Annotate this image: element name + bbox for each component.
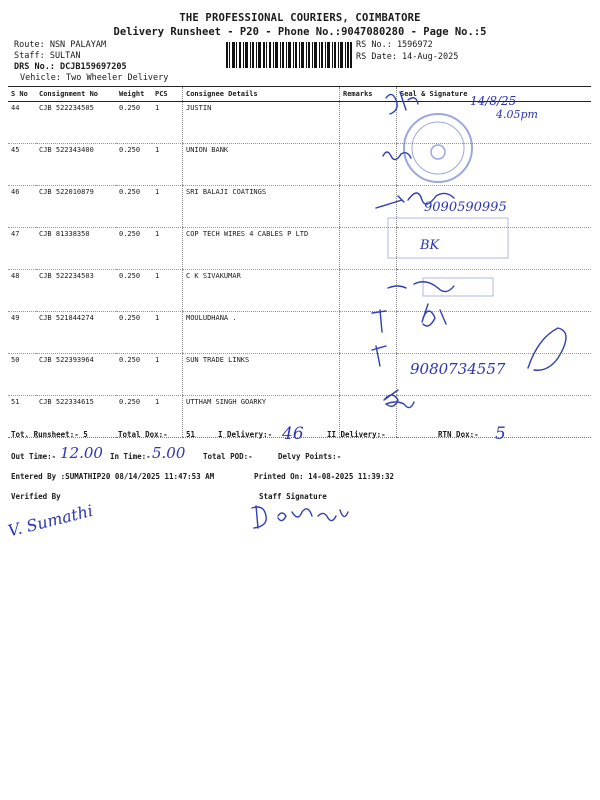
company-stamp-faint [388, 218, 508, 296]
signature-row44 [386, 92, 418, 114]
barcode [226, 42, 352, 68]
cell-sno: 51 [8, 396, 36, 438]
verifier-signature: V. Sumathi [6, 501, 95, 541]
rs-date: RS Date: 14-Aug-2025 [356, 52, 459, 62]
cell-pcs: 1 [152, 228, 183, 270]
row44-date-note: 14/8/25 [470, 94, 517, 108]
rtn-dox-hand: 5 [495, 424, 506, 444]
staff-signature [250, 502, 360, 534]
cell-pcs: 1 [152, 102, 183, 144]
total-dox-value: 51 [186, 430, 196, 439]
drs-number: DRS No.: DCJB159697205 [14, 62, 127, 72]
cell-weight: 0.250 [116, 186, 152, 228]
cell-consignment-no: CJB 522234503 [36, 270, 116, 312]
staff-signature-label: Staff Signature [259, 492, 327, 501]
cell-sno: 47 [8, 228, 36, 270]
row46-phone-note: 9090590995 [424, 200, 507, 215]
cell-pcs: 1 [152, 312, 183, 354]
in-time-hand: 5.00 [152, 444, 186, 462]
cell-sno: 44 [8, 102, 36, 144]
cell-pcs: 1 [152, 186, 183, 228]
cell-weight: 0.250 [116, 396, 152, 438]
col-remarks: Remarks [340, 87, 397, 102]
printed-on: Printed On: 14-08-2025 11:39:32 [254, 472, 394, 481]
row44-time-note: 4.05pm [496, 108, 538, 121]
col-sno: S No [8, 87, 36, 102]
cell-consignee: COP TECH WIRES 4 CABLES P LTD [183, 228, 340, 270]
signature-row51 [384, 390, 414, 408]
cell-pcs: 1 [152, 354, 183, 396]
rs-number: RS No.: 1596972 [356, 40, 433, 50]
row50-phone-note: 9080734557 [410, 360, 506, 378]
col-consignment: Consignment No [36, 87, 116, 102]
tot-runsheet: Tot. Runsheet:- 5 [11, 430, 88, 439]
cell-consignee: SUN TRADE LINKS [183, 354, 340, 396]
staff-label: Staff: SULTAN [14, 51, 81, 61]
cell-consignee: UNION BANK [183, 144, 340, 186]
route-label: Route: NSN PALAYAM [14, 40, 107, 50]
cell-weight: 0.250 [116, 354, 152, 396]
cell-consignee: MOULUDHANA . [183, 312, 340, 354]
signature-row45 [383, 152, 411, 160]
cell-consignment-no: CJB 522010879 [36, 186, 116, 228]
in-time-label: In Time:- [110, 452, 151, 461]
cell-pcs: 1 [152, 396, 183, 438]
cell-weight: 0.250 [116, 312, 152, 354]
out-time-hand: 12.00 [60, 444, 103, 462]
cell-sno: 46 [8, 186, 36, 228]
ii-delivery-label: II Delivery:- [327, 430, 386, 439]
cell-pcs: 1 [152, 144, 183, 186]
cell-consignment-no: CJB 521844274 [36, 312, 116, 354]
company-title: THE PROFESSIONAL COURIERS, COIMBATORE [179, 12, 421, 24]
delvy-points-label: Delvy Points:- [278, 452, 342, 461]
vehicle-label: Vehicle: Two Wheeler Delivery [20, 73, 169, 83]
bank-stamp [404, 114, 472, 182]
total-pod-label: Total POD:- [203, 452, 253, 461]
runsheet-title: Delivery Runsheet - P20 - Phone No.:9047080280 - Page No.:5 [113, 26, 487, 38]
verified-by-label: Verified By [11, 492, 61, 501]
i-delivery-label: I Delivery:- [218, 430, 273, 439]
signature-row48 [388, 282, 454, 292]
cell-consignment-no: CJB 522234505 [36, 102, 116, 144]
i-delivery-hand: 46 [282, 424, 304, 444]
total-dox-label: Total Dox:- [118, 430, 168, 439]
cell-consignment-no: CJB 81338350 [36, 228, 116, 270]
cell-weight: 0.250 [116, 228, 152, 270]
cell-consignee: JUSTIN [183, 102, 340, 144]
cell-sno: 45 [8, 144, 36, 186]
cell-consignment-no: CJB 522334615 [36, 396, 116, 438]
cell-sno: 48 [8, 270, 36, 312]
cell-sno: 49 [8, 312, 36, 354]
cell-sno: 50 [8, 354, 36, 396]
col-consignee: Consignee Details [183, 87, 340, 102]
cell-pcs: 1 [152, 270, 183, 312]
out-time-label: Out Time:- [11, 452, 57, 461]
cell-consignee: SRI BALAJI COATINGS [183, 186, 340, 228]
entered-by: Entered By :SUMATHIP20 08/14/2025 11:47:53 AM [11, 472, 215, 481]
signature-row49 [372, 304, 446, 332]
col-pcs: PCS [152, 87, 183, 102]
col-seal-signature: Seal & Signature [397, 87, 592, 102]
cell-weight: 0.250 [116, 102, 152, 144]
rtn-dox-label: RTN Dox:- [438, 430, 479, 439]
cell-weight: 0.250 [116, 270, 152, 312]
cell-consignment-no: CJB 522343400 [36, 144, 116, 186]
cell-consignment-no: CJB 522393964 [36, 354, 116, 396]
col-weight: Weight [116, 87, 152, 102]
cell-consignee: C K SIVAKUMAR [183, 270, 340, 312]
cell-weight: 0.250 [116, 144, 152, 186]
row47-initials: BK [420, 238, 440, 253]
cell-consignee: UTTHAM SINGH GOARKY [183, 396, 340, 438]
